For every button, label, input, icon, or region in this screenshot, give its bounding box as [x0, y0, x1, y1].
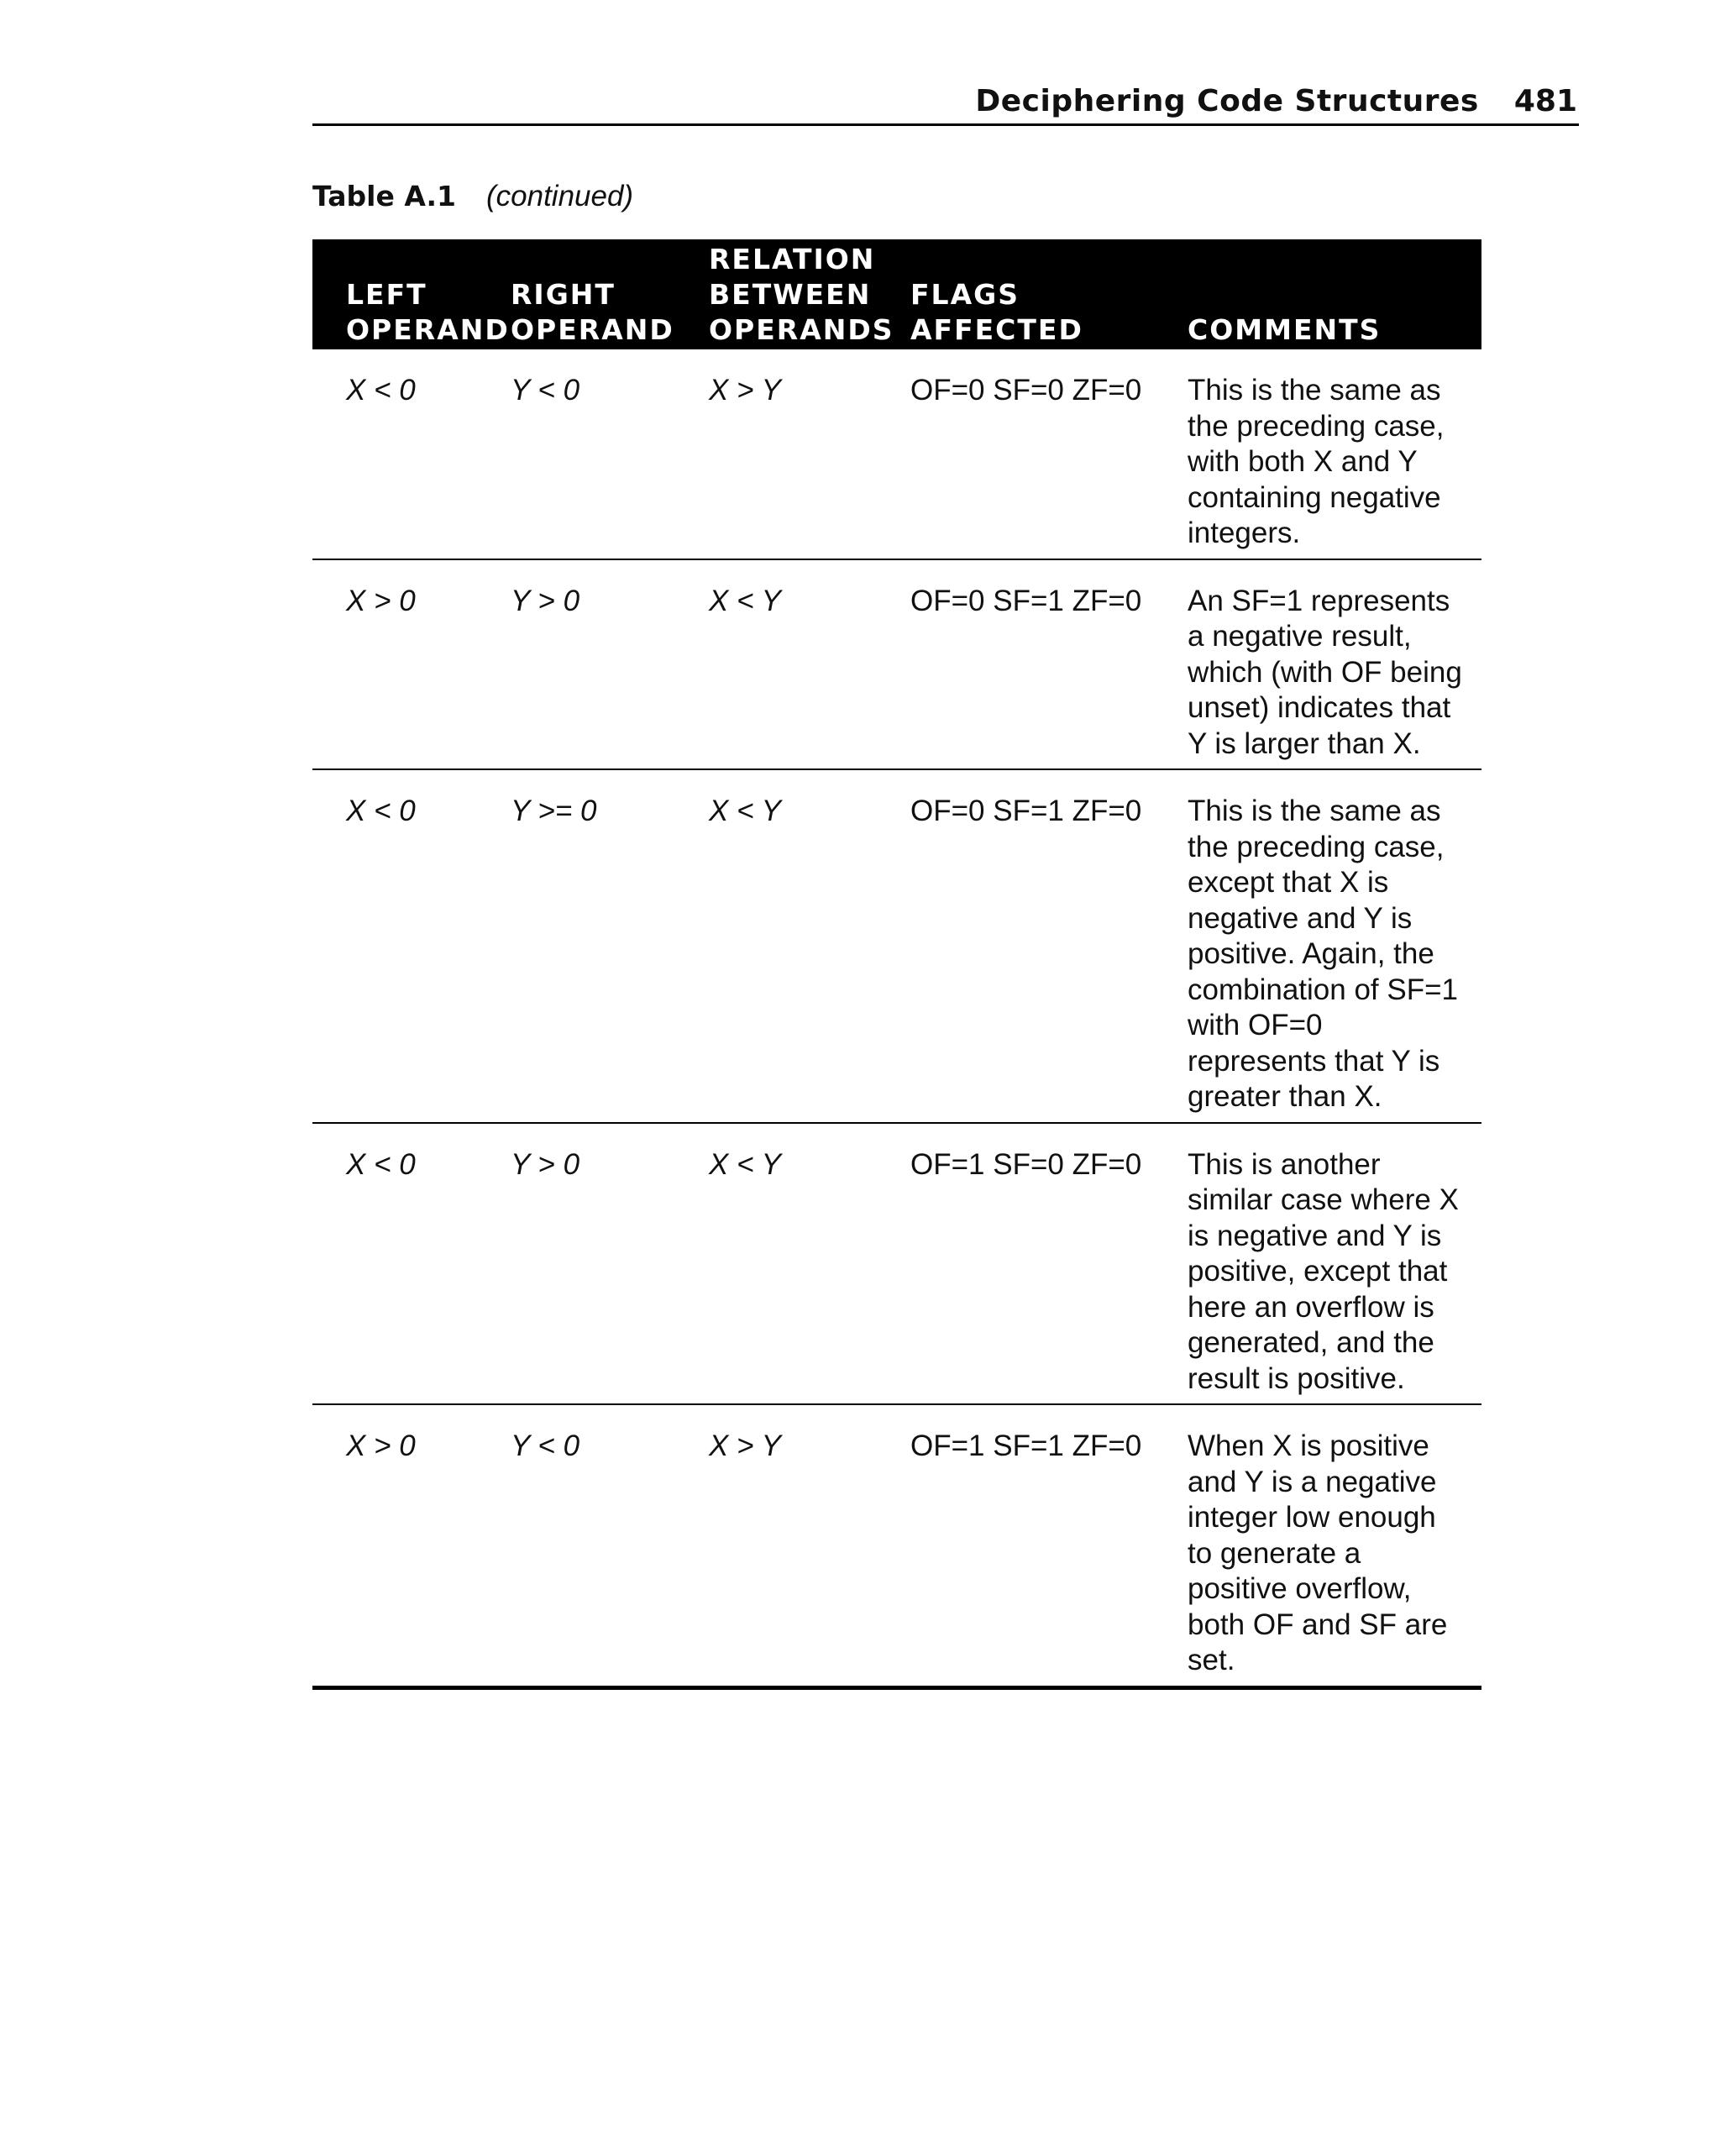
header-flags [910, 239, 1188, 349]
left-operand-cell: X < 0 [312, 1123, 511, 1405]
right-operand-cell: Y < 0 [511, 349, 709, 559]
running-head [312, 74, 1579, 126]
table-body [312, 349, 1481, 1687]
flags-cell: OF=0 SF=1 ZF=0 [910, 559, 1188, 770]
flags-cell: OF=0 SF=0 ZF=0 [910, 349, 1188, 559]
right-operand-cell: Y > 0 [511, 559, 709, 770]
relation-cell: X < Y [709, 559, 910, 770]
right-operand-cell: Y >= 0 [511, 769, 709, 1123]
relation-cell: X < Y [709, 769, 910, 1123]
table-header [312, 239, 1481, 349]
header-line: LEFT [346, 278, 427, 311]
left-operand-cell: X > 0 [312, 559, 511, 770]
table-caption [312, 180, 633, 213]
header-line: OPERANDS [709, 313, 894, 346]
table-row [312, 1123, 1481, 1405]
table-row [312, 1404, 1481, 1687]
left-operand-cell: X < 0 [312, 349, 511, 559]
right-operand-cell: Y < 0 [511, 1404, 709, 1687]
left-operand-cell: X < 0 [312, 769, 511, 1123]
header-line: FLAGS [910, 278, 1020, 311]
relation-cell: X > Y [709, 349, 910, 559]
header-line: OPERAND [346, 313, 510, 346]
comment-cell: This is the same as the preceding case, except that X is negative and Y is positive. Again, the combination of SF=1 with OF=0 represents that Y is greater than X. [1188, 769, 1481, 1123]
header-right-operand [511, 239, 709, 349]
table-row [312, 559, 1481, 770]
comment-cell: An SF=1 represents a negative result, which (with OF being unset) indicates that Y is larger than X. [1188, 559, 1481, 770]
comment-cell: This is another similar case where X is negative and Y is positive, except that here an overflow is generated, and the result is positive. [1188, 1123, 1481, 1405]
table-continued-note: (continued) [485, 180, 634, 212]
running-title: Deciphering Code Structures [975, 84, 1479, 118]
flags-cell: OF=1 SF=0 ZF=0 [910, 1123, 1188, 1405]
header-line: BETWEEN [709, 278, 872, 311]
header-relation [709, 239, 910, 349]
flags-cell: OF=1 SF=1 ZF=0 [910, 1404, 1188, 1687]
header-line: OPERAND [511, 313, 674, 346]
flags-cell: OF=0 SF=1 ZF=0 [910, 769, 1188, 1123]
header-line: AFFECTED [910, 313, 1083, 346]
right-operand-cell: Y > 0 [511, 1123, 709, 1405]
header-left-operand [312, 239, 511, 349]
table-label: Table A.1 [312, 180, 456, 212]
relation-cell: X < Y [709, 1123, 910, 1405]
left-operand-cell: X > 0 [312, 1404, 511, 1687]
header-line: RELATION [709, 243, 876, 275]
header-row [312, 239, 1481, 349]
table-row [312, 769, 1481, 1123]
header-comments [1188, 239, 1481, 349]
header-line: COMMENTS [1188, 313, 1382, 346]
comment-cell: When X is positive and Y is a negative integer low enough to generate a positive overflow, both OF and SF are set. [1188, 1404, 1481, 1687]
page-number: 481 [1513, 84, 1577, 118]
header-line: RIGHT [511, 278, 616, 311]
comment-cell: This is the same as the preceding case, with both X and Y containing negative integers. [1188, 349, 1481, 559]
relation-cell: X > Y [709, 1404, 910, 1687]
flags-table [312, 239, 1481, 1690]
table-row [312, 349, 1481, 559]
